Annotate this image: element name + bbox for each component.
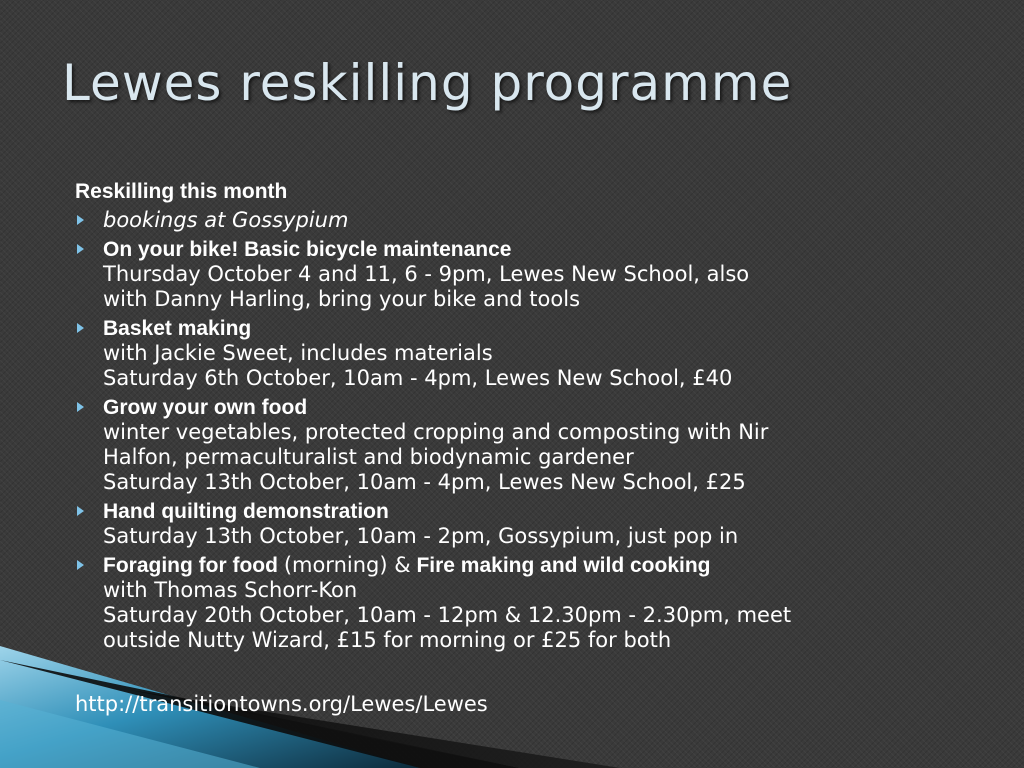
event-detail: with Jackie Sweet, includes materials [103, 341, 493, 365]
event-title: Grow your own food [103, 396, 308, 419]
event-list [75, 208, 955, 653]
event-title: On your bike! Basic bicycle maintenance [103, 238, 512, 261]
event-detail: Saturday 20th October, 10am - 12pm & 12.30pm - 2.30pm, meet [103, 603, 792, 627]
event-detail: winter vegetables, protected cropping and composting with Nir [103, 420, 769, 444]
slide-content [75, 178, 955, 657]
triangle-right-icon [77, 244, 84, 254]
list-item-quilting [75, 499, 955, 549]
triangle-right-icon [77, 402, 84, 412]
website-link[interactable]: http://transitiontowns.org/Lewes/Lewes [75, 692, 488, 716]
list-item-grow-food [75, 395, 955, 495]
triangle-right-icon [77, 215, 84, 225]
list-item-foraging [75, 553, 955, 653]
triangle-right-icon [77, 323, 84, 333]
bookings-note: bookings at Gossypium [103, 208, 349, 232]
slide-title: Lewes reskilling programme [62, 54, 793, 112]
event-detail: Saturday 13th October, 10am - 4pm, Lewes New School, £25 [103, 470, 746, 494]
list-item-basket [75, 316, 955, 391]
triangle-right-icon [77, 506, 84, 516]
triangle-right-icon [77, 560, 84, 570]
list-item-bicycle [75, 237, 955, 312]
event-detail: Saturday 13th October, 10am - 2pm, Gossypium, just pop in [103, 524, 739, 548]
event-detail: with Thomas Schorr-Kon [103, 578, 358, 602]
event-detail: Thursday October 4 and 11, 6 - 9pm, Lewes New School, also [103, 262, 750, 286]
list-item-bookings [75, 208, 955, 233]
event-detail: with Danny Harling, bring your bike and tools [103, 287, 581, 311]
event-title: Basket making [103, 317, 252, 340]
event-detail: Saturday 6th October, 10am - 4pm, Lewes New School, £40 [103, 366, 733, 390]
event-detail: Halfon, permaculturalist and biodynamic gardener [103, 445, 634, 469]
event-title: Hand quilting demonstration [103, 500, 389, 523]
event-title-part: Fire making and wild cooking [416, 554, 711, 577]
event-title-part: (morning) & [283, 553, 411, 577]
event-title-part: Foraging for food [103, 554, 278, 577]
event-detail: outside Nutty Wizard, £15 for morning or £25 for both [103, 628, 672, 652]
event-title [103, 553, 955, 578]
section-heading: Reskilling this month [75, 180, 288, 203]
